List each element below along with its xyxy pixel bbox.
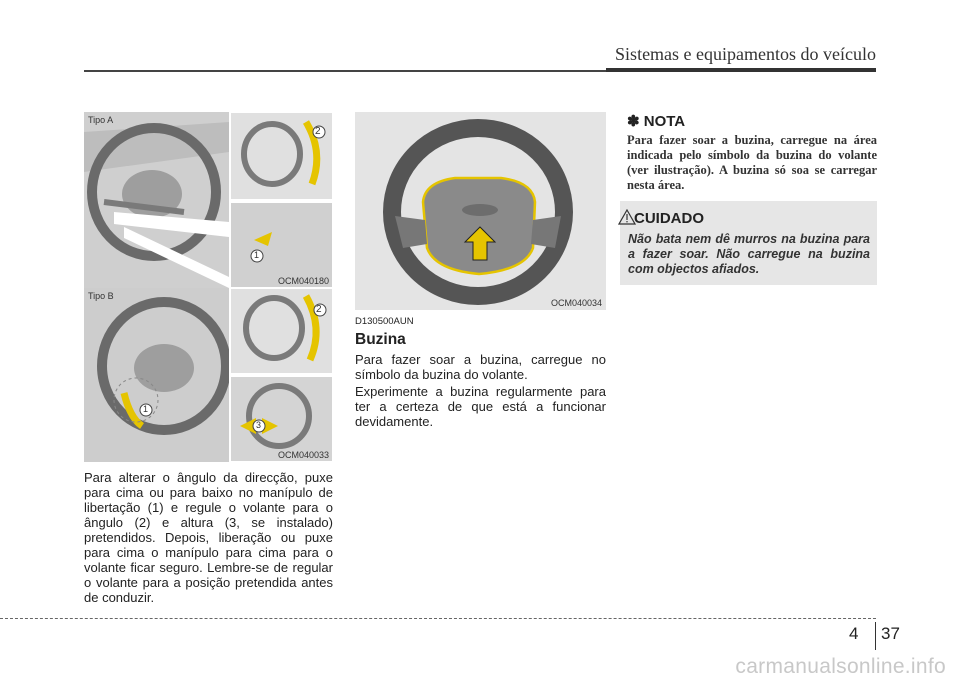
footer-dashed-rule bbox=[0, 618, 876, 619]
steering-adjust-text: Para alterar o ângulo da direcção, puxe para cima ou para baixo no manípulo de libertação (1) e regule o volante para o ângulo (2) e altura (3, se instalado) pretendidos. Depois, liberação ou puxe para cima o manípulo para cima para o volante ficar seguro. Lembre-se de regular o volante para a posição pretendida antes de conduzir. bbox=[84, 470, 333, 605]
section-code: D130500AUN bbox=[355, 316, 414, 327]
figure-code-horn: OCM040034 bbox=[550, 298, 602, 308]
caution-text: Não bata nem dê murros na buzina para a fazer soar. Não carregue na buzina com objectos afiados. bbox=[628, 232, 870, 276]
figure-tipo-a bbox=[84, 112, 333, 288]
figure-label-tipo-b: Tipo B bbox=[88, 291, 114, 301]
callout-lever-b: 1 bbox=[143, 404, 149, 414]
horn-steering-wheel-illustration bbox=[355, 112, 606, 310]
figure-code-tipo-b: OCM040033 bbox=[277, 450, 329, 460]
page-chapter-number: 4 bbox=[849, 624, 859, 643]
steering-adjust-illustration-a bbox=[84, 112, 333, 288]
callout-height-b: 3 bbox=[256, 420, 262, 430]
horn-paragraph-2: Experimente a buzina regularmente para ter a certeza de que está a funcionar devidamente. bbox=[355, 384, 606, 429]
callout-angle-b: 2 bbox=[316, 304, 322, 315]
watermark: carmanualsonline.info bbox=[735, 655, 946, 678]
figure-code-tipo-a: OCM040180 bbox=[277, 276, 329, 286]
caution-title: CUIDADO bbox=[634, 210, 704, 227]
section-title-buzina: Buzina bbox=[355, 331, 406, 348]
page-number: 37 bbox=[881, 624, 900, 643]
page-number-separator bbox=[875, 622, 876, 650]
figure-label-tipo-a: Tipo A bbox=[88, 115, 114, 125]
steering-adjust-illustration-b bbox=[84, 288, 333, 462]
nota-text: Para fazer soar a buzina, carregue na área indicada pelo símbolo da buzina do volante (ver ilustração). A buzina só soa se carregar nesta área. bbox=[627, 133, 877, 192]
header-rule bbox=[84, 70, 876, 72]
callout-lever-a: 1 bbox=[254, 250, 260, 260]
nota-title: ✽ NOTA bbox=[627, 113, 686, 130]
section-header-title: Sistemas e equipamentos do veículo bbox=[615, 44, 876, 64]
caution-box bbox=[620, 201, 877, 285]
horn-paragraph-1: Para fazer soar a buzina, carregue no símbolo da buzina do volante. bbox=[355, 352, 606, 382]
figure-tipo-b bbox=[84, 288, 333, 462]
callout-angle-a: 2 bbox=[315, 126, 321, 137]
figure-horn bbox=[355, 112, 606, 310]
